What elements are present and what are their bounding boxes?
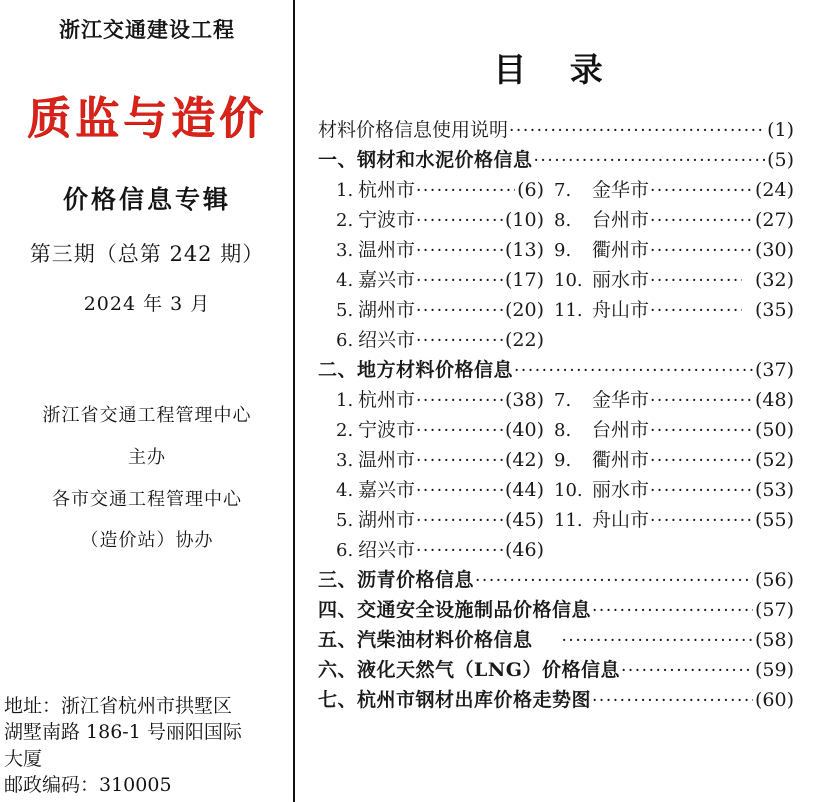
toc-section-7[interactable] [318, 686, 794, 716]
dot-leader [650, 507, 753, 536]
city-name: 金华市 [592, 179, 650, 201]
toc-section-label: 五、汽柴油材料价格信息 [318, 629, 533, 651]
toc-city-entry[interactable] [318, 446, 544, 476]
toc-city-entry[interactable] [318, 206, 544, 236]
toc-city-entry[interactable] [318, 536, 544, 566]
city-index: 8. [554, 210, 572, 231]
toc-section-6[interactable] [318, 656, 794, 686]
address-line-1: 地址：浙江省杭州市拱墅区 [4, 695, 233, 718]
city-page: (17) [504, 269, 544, 291]
dot-leader [416, 327, 503, 356]
city-index: 11. [554, 510, 583, 531]
city-index: 6. [336, 540, 354, 561]
toc-city-entry[interactable] [318, 326, 544, 356]
city-page: (20) [504, 299, 544, 321]
city-name: 衢州市 [592, 239, 650, 261]
toc-section-page: (37) [754, 359, 794, 381]
city-name: 舟山市 [592, 509, 650, 531]
toc-city-entry[interactable] [544, 446, 794, 476]
organization-block [0, 406, 294, 551]
city-page: (55) [754, 509, 794, 531]
city-index: 1. [336, 390, 354, 411]
city-name: 舟山市 [592, 299, 650, 321]
city-page: (32) [754, 269, 794, 291]
city-page: (13) [504, 239, 544, 261]
organization-role-coorganizer: （造价站）协办 [80, 530, 214, 552]
city-name: 湖州市 [358, 299, 416, 321]
toc-city-entry[interactable] [544, 266, 794, 296]
city-index: 2. [336, 210, 354, 231]
toc-city-entry[interactable] [318, 386, 544, 416]
city-page: (30) [754, 239, 794, 261]
toc-city-entry[interactable] [318, 236, 544, 266]
cover-panel [0, 0, 294, 802]
city-page: (52) [754, 449, 794, 471]
city-index: 10. [554, 270, 583, 291]
city-index: 6. [336, 330, 354, 351]
dot-leader [416, 477, 503, 506]
city-name: 衢州市 [592, 449, 650, 471]
toc-section-label: 四、交通安全设施制品价格信息 [318, 599, 592, 621]
address-line-2: 湖墅南路 186-1 号丽阳国际 [4, 721, 242, 744]
city-index: 4. [336, 270, 354, 291]
toc-city-entry[interactable] [544, 296, 794, 326]
toc-city-entry[interactable] [544, 236, 794, 266]
dot-leader [650, 447, 753, 476]
city-index: 7. [554, 180, 572, 201]
toc-city-entry[interactable] [318, 266, 544, 296]
city-page: (6) [517, 179, 544, 201]
city-name: 台州市 [592, 419, 650, 441]
city-index: 3. [336, 450, 354, 471]
city-index: 9. [554, 240, 572, 261]
city-index: 10. [554, 480, 583, 501]
city-page: (53) [754, 479, 794, 501]
toc-section-5[interactable] [318, 626, 794, 656]
city-name: 湖州市 [358, 509, 416, 531]
dot-leader [534, 627, 753, 656]
city-name: 宁波市 [358, 419, 416, 441]
cover-issue-number: 第三期（总第 242 期） [29, 242, 265, 266]
toc-city-entry[interactable] [318, 296, 544, 326]
dot-leader [650, 297, 742, 326]
city-name: 杭州市 [358, 389, 416, 411]
toc-entry-intro[interactable] [318, 116, 794, 146]
city-index: 2. [336, 420, 354, 441]
organization-role-sponsor: 主办 [128, 446, 166, 468]
toc-section-page: (5) [767, 149, 794, 171]
dot-leader [416, 447, 503, 476]
cover-date: 2024 年 3 月 [83, 293, 211, 315]
toc-city-entry[interactable] [544, 206, 794, 236]
dot-leader [534, 147, 766, 176]
toc-section-page: (58) [754, 629, 794, 651]
city-index: 5. [336, 300, 354, 321]
toc-city-entry[interactable] [318, 176, 544, 206]
toc-city-entry[interactable] [544, 476, 794, 506]
toc-entry-label: 材料价格信息使用说明 [318, 119, 509, 141]
toc-section-label: 三、沥青价格信息 [318, 569, 475, 591]
dot-leader [509, 117, 765, 146]
dot-leader [650, 237, 753, 266]
city-page: (38) [504, 389, 544, 411]
organization-line: 各市交通工程管理中心 [52, 488, 242, 510]
city-page: (24) [754, 179, 794, 201]
toc-section-1[interactable] [318, 146, 794, 176]
dot-leader [650, 267, 742, 296]
city-index: 3. [336, 240, 354, 261]
journal-name: 浙江交通建设工程 [59, 17, 235, 42]
toc-city-entry[interactable] [544, 416, 794, 446]
city-index: 4. [336, 480, 354, 501]
dot-leader [416, 177, 515, 206]
cover-subtitle: 价格信息专辑 [62, 185, 231, 214]
city-page: (40) [504, 419, 544, 441]
toc-section-label: 二、地方材料价格信息 [318, 359, 514, 381]
toc-city-entry[interactable] [318, 476, 544, 506]
city-page: (42) [504, 449, 544, 471]
table-of-contents-panel [294, 0, 818, 802]
cover-main-title: 质监与造价 [27, 93, 267, 144]
city-page: (10) [504, 209, 544, 231]
dot-leader [621, 657, 753, 686]
city-name: 丽水市 [592, 269, 650, 291]
dot-leader [592, 597, 753, 626]
city-page: (44) [504, 479, 544, 501]
dot-leader [416, 207, 503, 236]
city-name: 绍兴市 [358, 539, 416, 561]
toc-section-page: (60) [754, 689, 794, 711]
toc-section-page: (56) [754, 569, 794, 591]
city-page: (46) [504, 539, 544, 561]
city-index: 1. [336, 180, 354, 201]
dot-leader [650, 477, 753, 506]
city-name: 杭州市 [358, 179, 416, 201]
toc-section-2[interactable] [318, 356, 794, 386]
city-name: 台州市 [592, 209, 650, 231]
city-index: 9. [554, 450, 572, 471]
toc-section-4[interactable] [318, 596, 794, 626]
dot-leader [416, 507, 503, 536]
toc-title: 目 录 [493, 50, 619, 89]
toc-city-grid-section-2 [318, 386, 794, 566]
dot-leader [416, 267, 503, 296]
city-page: (22) [504, 329, 544, 351]
city-name: 嘉兴市 [358, 269, 416, 291]
dot-leader [416, 417, 503, 446]
dot-leader [416, 297, 503, 326]
address-line-3: 大厦 [4, 747, 43, 770]
city-page: (50) [754, 419, 794, 441]
toc-entry-page: (1) [767, 119, 794, 141]
toc-city-grid-section-1 [318, 176, 794, 356]
city-index: 5. [336, 510, 354, 531]
city-index: 11. [554, 300, 583, 321]
dot-leader [650, 177, 753, 206]
dot-leader [475, 567, 753, 596]
city-name: 丽水市 [592, 479, 650, 501]
address-block [4, 693, 290, 798]
city-index: 7. [554, 390, 572, 411]
dot-leader [416, 237, 503, 266]
dot-leader [416, 387, 503, 416]
city-page: (27) [754, 209, 794, 231]
toc-section-page: (59) [754, 659, 794, 681]
postal-code-line: 邮政编码：310005 [4, 773, 172, 796]
toc-section-label: 七、杭州市钢材出库价格走势图 [318, 689, 592, 711]
city-name: 宁波市 [358, 209, 416, 231]
city-page: (48) [754, 389, 794, 411]
toc-city-entry[interactable] [544, 176, 794, 206]
toc-section-label: 六、液化天然气（LNG）价格信息 [318, 659, 620, 681]
city-name: 绍兴市 [358, 329, 416, 351]
city-page: (45) [504, 509, 544, 531]
organization-line: 浙江省交通工程管理中心 [42, 405, 252, 426]
toc-city-entry[interactable] [544, 386, 794, 416]
toc-city-entry[interactable] [318, 416, 544, 446]
toc-section-3[interactable] [318, 566, 794, 596]
dot-leader [650, 417, 753, 446]
toc-city-entry[interactable] [318, 506, 544, 536]
toc-section-page: (57) [754, 599, 794, 621]
dot-leader [650, 207, 753, 236]
city-index: 8. [554, 420, 572, 441]
city-name: 温州市 [358, 239, 416, 261]
city-name: 金华市 [592, 389, 650, 411]
city-name: 嘉兴市 [358, 479, 416, 501]
city-name: 温州市 [358, 449, 416, 471]
dot-leader [514, 357, 753, 386]
toc-city-entry[interactable] [544, 506, 794, 536]
city-page: (35) [754, 299, 794, 321]
toc-entries [318, 116, 794, 716]
dot-leader [416, 537, 503, 566]
toc-section-label: 一、钢材和水泥价格信息 [318, 149, 533, 171]
dot-leader [650, 387, 753, 416]
dot-leader [592, 687, 753, 716]
